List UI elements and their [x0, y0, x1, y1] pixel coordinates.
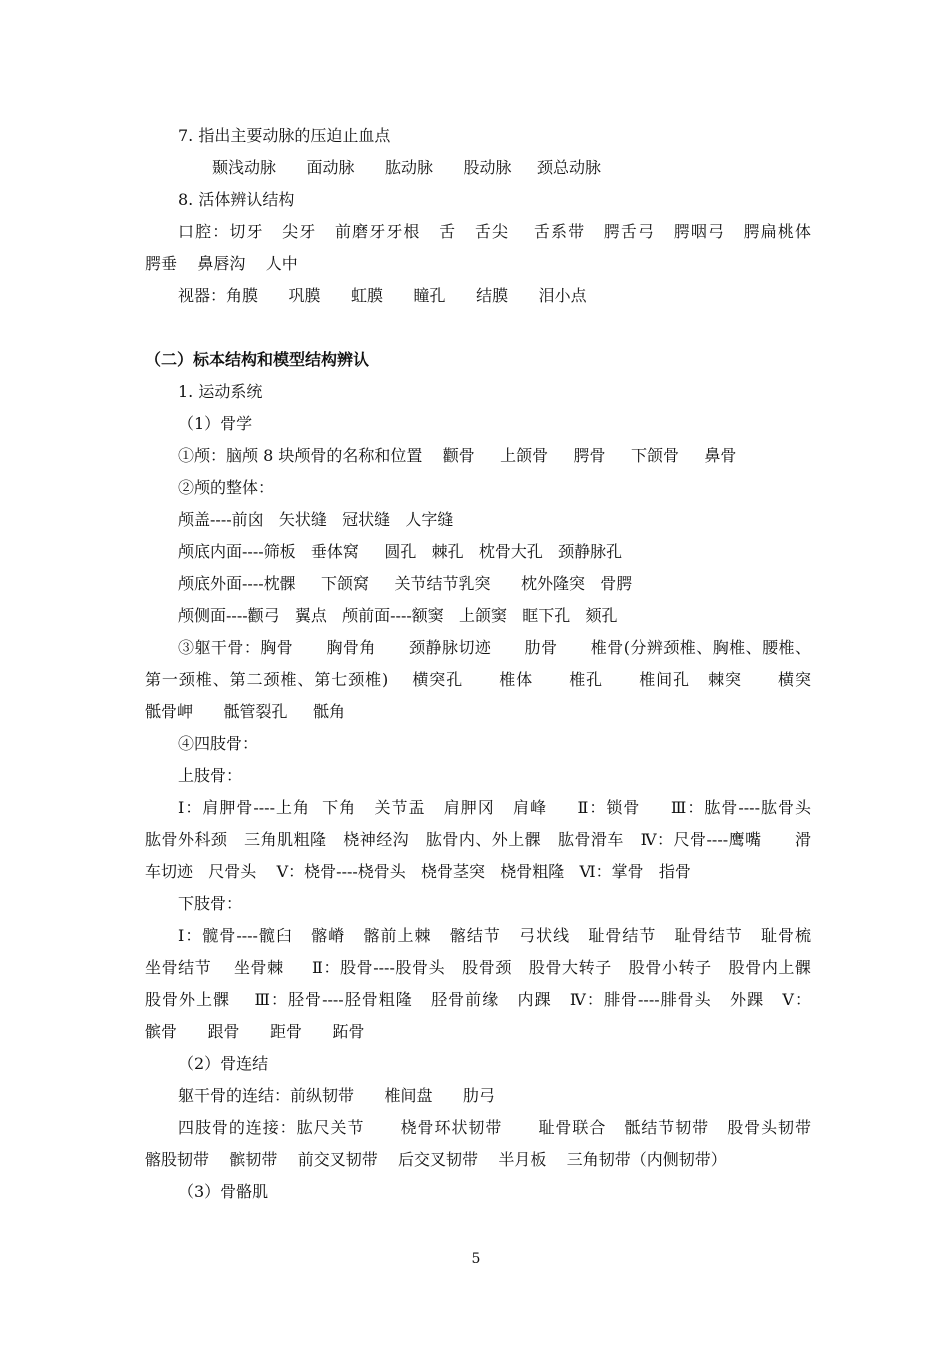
page-number: 5 — [471, 1251, 481, 1267]
upper-limb-line-1: Ⅰ：肩胛骨----上角 下角 关节盂 肩胛冈 肩峰 Ⅱ：锁骨 Ⅲ：肱骨----肱骨头 — [178, 798, 811, 817]
calvaria-line: 颅盖----前囟 矢状缝 冠状缝 人字缝 — [178, 510, 454, 529]
limb-joints-line-1: 四肢骨的连接：肱尺关节 桡骨环状韧带 耻骨联合 骶结节韧带 股骨头韧带 — [178, 1118, 811, 1137]
upper-limb-heading: 上肢骨： — [178, 766, 243, 785]
artery-list: 颞浅动脉 面动脉 肱动脉 股动脉 颈总动脉 — [212, 158, 601, 177]
lateral-skull-line: 颅侧面----颧弓 翼点 颅前面----额窦 上颌窦 眶下孔 颏孔 — [178, 606, 618, 625]
internal-base-line: 颅底内面----筛板 垂体窝 圆孔 棘孔 枕骨大孔 颈静脉孔 — [178, 542, 623, 561]
skeletal-muscle-heading: （3）骨骼肌 — [178, 1182, 269, 1201]
lower-limb-line-1: Ⅰ：髋骨----髋臼 髂嵴 髂前上棘 髂结节 弓状线 耻骨结节 耻骨结节 耻骨梳 — [178, 926, 811, 945]
section-heading: （二）标本结构和模型结构辨认 — [145, 350, 370, 369]
lower-limb-line-4: 髌骨 跟骨 距骨 跖骨 — [145, 1022, 365, 1041]
limb-joints-line-2: 髂股韧带 髌韧带 前交叉韧带 后交叉韧带 半月板 三角韧带（内侧韧带） — [145, 1150, 727, 1169]
osteology-heading: （1）骨学 — [178, 414, 253, 433]
skull-whole-heading: ②颅的整体： — [178, 478, 275, 497]
trunk-bones-line: ③躯干骨：胸骨 胸骨角 颈静脉切迹 肋骨 椎骨(分辨颈椎、胸椎、腰椎、 — [178, 638, 811, 657]
item-7-heading: 7. 指出主要动脉的压迫止血点 — [178, 126, 391, 145]
oral-cavity-line: 口腔：切牙 尖牙 前磨牙牙根 舌 舌尖 舌系带 腭舌弓 腭咽弓 腭扁桃体 — [178, 222, 811, 241]
oral-cavity-cont: 腭垂 鼻唇沟 人中 — [145, 254, 298, 273]
skull-bones-line: ①颅：脑颅 8 块颅骨的名称和位置 颧骨 上颌骨 腭骨 下颌骨 鼻骨 — [178, 446, 737, 465]
joints-heading: （2）骨连结 — [178, 1054, 269, 1073]
visual-organ-line: 视器：角膜 巩膜 虹膜 瞳孔 结膜 泪小点 — [178, 286, 587, 305]
sacrum-line: 骶骨岬 骶管裂孔 骶角 — [145, 702, 345, 721]
external-base-line: 颅底外面----枕髁 下颌窝 关节结节乳突 枕外隆突 骨腭 — [178, 574, 633, 593]
upper-limb-line-3: 车切迹 尺骨头 Ⅴ：桡骨----桡骨头 桡骨茎突 桡骨粗隆 Ⅵ：掌骨 指骨 — [145, 862, 691, 881]
limb-bones-heading: ④四肢骨： — [178, 734, 259, 753]
lower-limb-line-3: 股骨外上髁 Ⅲ：胫骨----胫骨粗隆 胫骨前缘 内踝 Ⅳ：腓骨----腓骨头 外踝 Ⅴ： — [145, 990, 811, 1009]
item-8-heading: 8. 活体辨认结构 — [178, 190, 295, 209]
vertebrae-line: 第一颈椎、第二颈椎、第七颈椎) 横突孔 椎体 椎孔 椎间孔 棘突 横突 — [145, 670, 811, 689]
lower-limb-heading: 下肢骨： — [178, 894, 243, 913]
upper-limb-line-2: 肱骨外科颈 三角肌粗隆 桡神经沟 肱骨内、外上髁 肱骨滑车 Ⅳ：尺骨----鹰嘴 滑 — [145, 830, 811, 849]
lower-limb-line-2: 坐骨结节 坐骨棘 Ⅱ：股骨----股骨头 股骨颈 股骨大转子 股骨小转子 股骨内上髁 — [145, 958, 811, 977]
trunk-joints-line: 躯干骨的连结：前纵韧带 椎间盘 肋弓 — [178, 1086, 496, 1105]
subsection-locomotor: 1. 运动系统 — [178, 382, 263, 401]
